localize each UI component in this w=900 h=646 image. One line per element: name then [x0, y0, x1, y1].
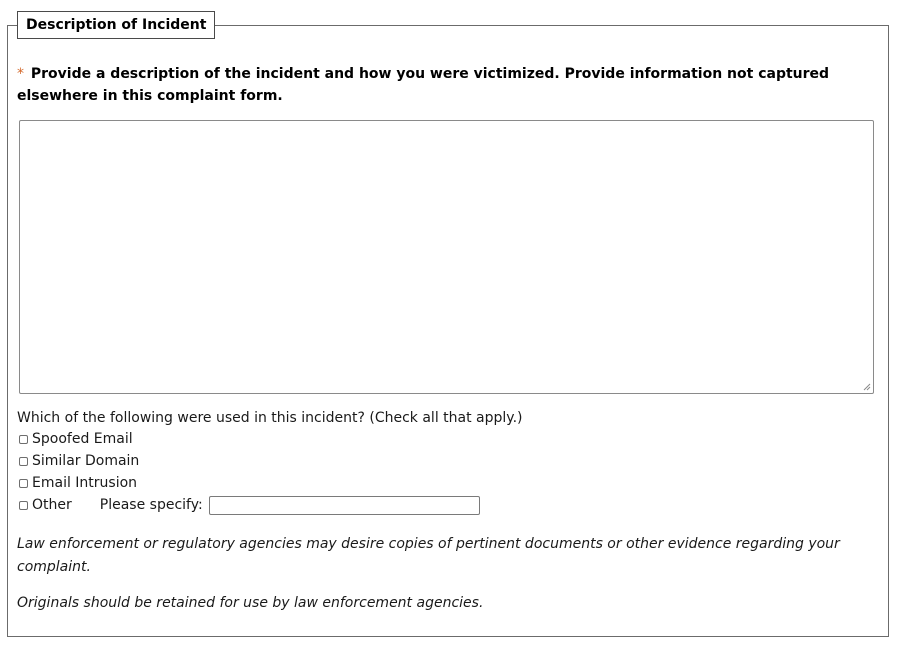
- description-prompt: [17, 63, 877, 107]
- spoofed-email-checkbox[interactable]: [19, 435, 28, 444]
- originals-note: Originals should be retained for use by law enforcement agencies.: [17, 595, 484, 611]
- option-email-intrusion[interactable]: [19, 473, 137, 493]
- incident-description-textarea[interactable]: [19, 120, 874, 394]
- option-other[interactable]: [19, 497, 72, 513]
- other-checkbox[interactable]: [19, 501, 28, 510]
- similar-domain-checkbox[interactable]: [19, 457, 28, 466]
- option-similar-domain[interactable]: [19, 451, 139, 471]
- description-prompt-text: Provide a description of the incident and how you were victimized. Provide information not captured elsewhere in this complaint form.: [17, 66, 830, 104]
- techniques-question: Which of the following were used in this incident? (Check all that apply.): [17, 410, 523, 426]
- specify-other-input[interactable]: [209, 496, 480, 515]
- evidence-note: Law enforcement or regulatory agencies may desire copies of pertinent documents or other evidence regarding your complaint.: [17, 536, 840, 575]
- spoofed-email-label: Spoofed Email: [32, 431, 133, 447]
- specify-label: Please specify:: [99, 497, 203, 513]
- required-marker: *: [17, 66, 24, 82]
- similar-domain-label: Similar Domain: [32, 453, 140, 469]
- option-other-row: [19, 495, 480, 515]
- resize-grip-icon[interactable]: [863, 383, 871, 391]
- email-intrusion-checkbox[interactable]: [19, 479, 28, 488]
- email-intrusion-label: Email Intrusion: [32, 475, 138, 491]
- option-spoofed-email[interactable]: [19, 429, 133, 449]
- other-label: Other: [32, 497, 72, 513]
- section-legend: Description of Incident: [17, 11, 215, 39]
